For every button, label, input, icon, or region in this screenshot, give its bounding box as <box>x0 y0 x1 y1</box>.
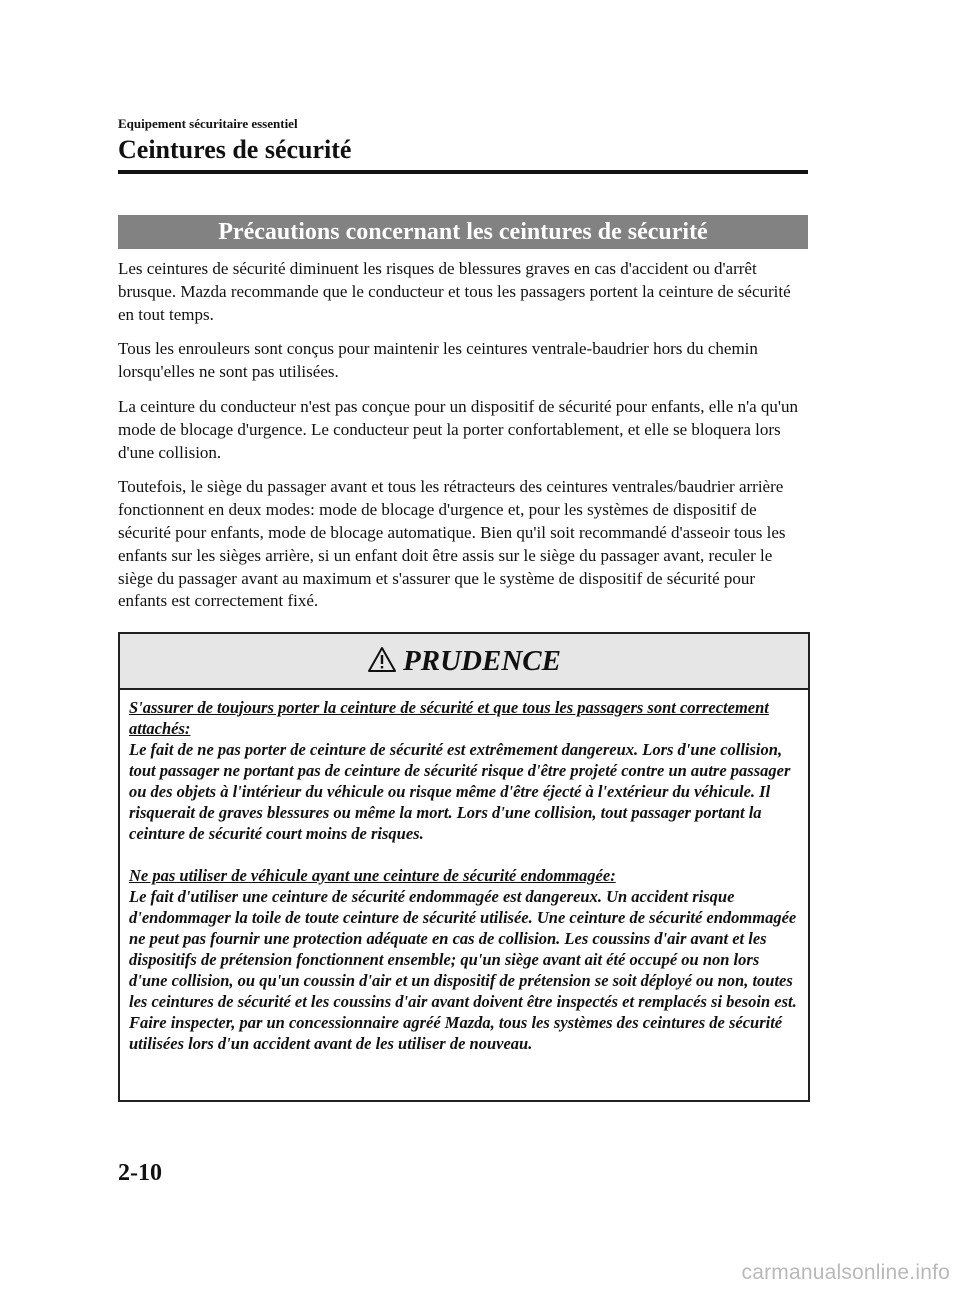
caution-item-heading: Ne pas utiliser de véhicule ayant une ceinture de sécurité endommagée: <box>129 866 616 885</box>
caution-title: PRUDENCE <box>403 644 561 677</box>
warning-triangle-icon <box>367 646 397 677</box>
caution-box <box>118 632 810 1102</box>
watermark: carmanualsonline.info <box>741 1261 950 1284</box>
caution-header <box>120 634 808 690</box>
caution-item-text: Le fait d'utiliser une ceinture de sécurité endommagée est dangereux. Un accident risque d'endommager la toile de toute ceinture de sécurité utilisée. Une ceinture de sécurité endommagée ne peut pas fournir une protection adéquate en cas de collision. Les coussins d'air avant et les dispositifs de prétension fonctionnent ensemble; qu'un siège avant ait été occupé ou non lors d'une collision, ou qu'un coussin d'air et un dispositif de prétension se soit déployé ou non, toutes les ceintures de sécurité et les coussins d'air avant doivent être inspectés et remplacés si besoin est. Faire inspecter, par un concessionnaire agréé Mazda, tous les systèmes des ceintures de sécurité utilisées lors d'un accident avant de les utiliser de nouveau. <box>129 887 797 1053</box>
caution-item-heading: S'assurer de toujours porter la ceinture de sécurité et que tous les passagers sont correctement attachés: <box>129 698 769 738</box>
caution-body <box>120 690 808 1054</box>
paragraph: Tous les enrouleurs sont conçus pour maintenir les ceintures ventrale-baudrier hors du chemin lorsqu'elles ne sont pas utilisées. <box>118 339 758 382</box>
title-divider <box>118 170 808 174</box>
section-label: Equipement sécuritaire essentiel <box>118 116 298 131</box>
body-text <box>118 258 808 625</box>
section-heading: Précautions concernant les ceintures de sécurité <box>118 215 808 249</box>
paragraph: La ceinture du conducteur n'est pas conçue pour un dispositif de sécurité pour enfants, elle n'a qu'un mode de blocage d'urgence. Le conducteur peut la porter confortablement, et elle se bloquera lors d'une collision. <box>118 396 798 462</box>
paragraph: Les ceintures de sécurité diminuent les risques de blessures graves en cas d'accident ou d'arrêt brusque. Mazda recommande que le conducteur et tous les passagers portent la ceinture de sécurité en tout temps. <box>118 259 791 324</box>
page-title: Ceintures de sécurité <box>118 135 352 164</box>
page-number: 2-10 <box>118 1160 162 1186</box>
paragraph: Toutefois, le siège du passager avant et tous les rétracteurs des ceintures ventrales/baudrier arrière fonctionnent en deux modes: mode de blocage d'urgence et, pour les systèmes de dispositif de sécurité pour enfants, mode de blocage automatique. Bien qu'il soit recommandé d'asseoir tous les enfants sur les sièges arrière, si un enfant doit être assis sur le siège du passager avant, reculer le siège du passager avant au maximum et s'assurer que le système de dispositif de sécurité pour enfants est correctement fixé. <box>118 477 786 611</box>
caution-item-text: Le fait de ne pas porter de ceinture de sécurité est extrêmement dangereux. Lors d'une collision, tout passager ne portant pas de ceinture de sécurité risque d'être projeté contre un autre passager ou des objets à l'intérieur du véhicule ou risque même d'être éjecté à l'extérieur du véhicule. Il risquerait de graves blessures ou même la mort. Lors d'une collision, tout passager portant la ceinture de sécurité court moins de risques. <box>129 740 791 843</box>
